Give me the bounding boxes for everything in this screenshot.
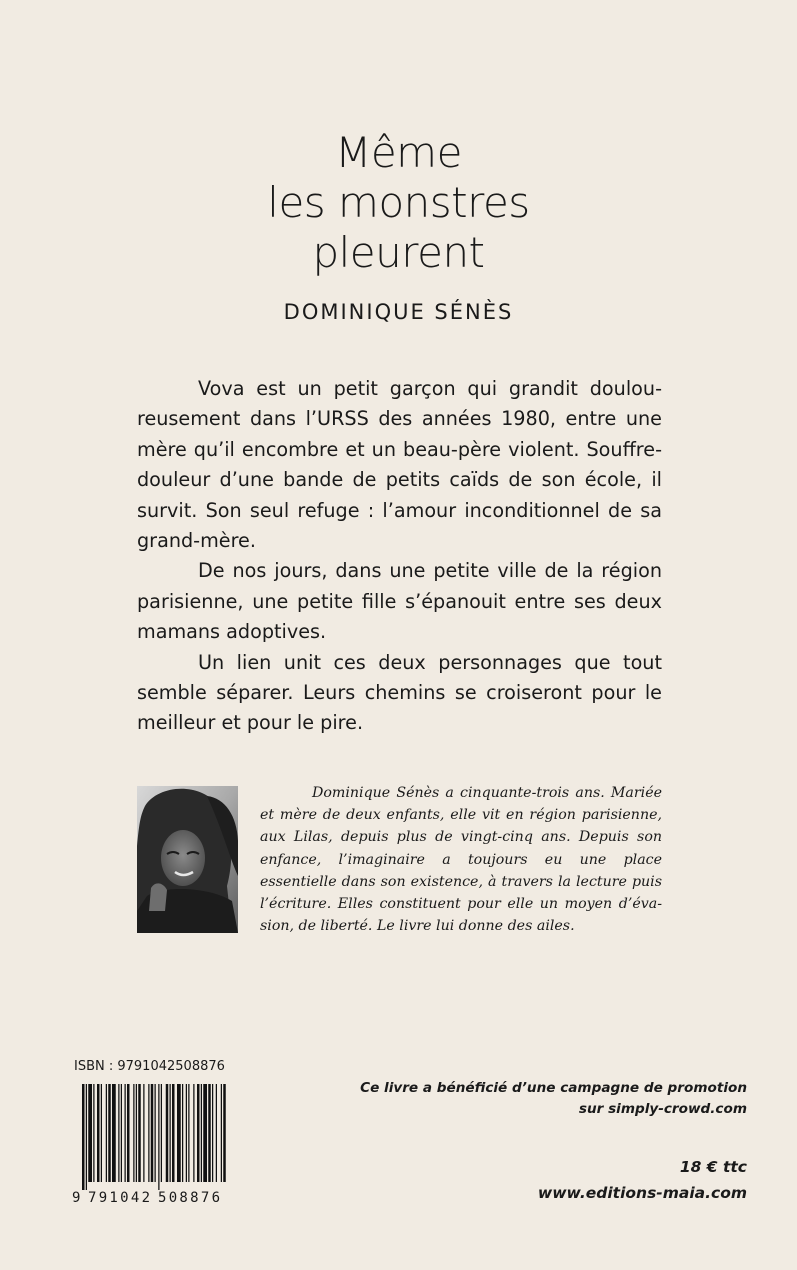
barcode-bar — [151, 1084, 154, 1182]
barcode-bar — [158, 1084, 159, 1190]
barcode-bar — [170, 1084, 171, 1182]
barcode — [70, 1080, 232, 1206]
barcode-bar — [136, 1084, 137, 1182]
synopsis — [137, 374, 662, 739]
barcode-bar — [155, 1084, 156, 1182]
barcode-bar — [201, 1084, 202, 1182]
barcode-bar — [118, 1084, 119, 1182]
synopsis-paragraph-3: Un lien unit ces deux personnages que tout semble séparer. Leurs chemins se croiseront pour le meilleur et pour le pire. — [137, 650, 662, 735]
barcode-bar — [197, 1084, 200, 1182]
synopsis-paragraph-2: De nos jours, dans une petite ville de la région parisienne, une petite fille s’épanouit entre ses deux mamans adoptives. — [137, 559, 662, 644]
barcode-bar — [82, 1084, 85, 1190]
barcode-bar — [86, 1084, 87, 1190]
barcode-bar — [212, 1084, 213, 1182]
barcode-bar — [108, 1084, 111, 1182]
barcode-bar — [148, 1084, 149, 1182]
book-title-line-3: pleurent — [312, 228, 485, 277]
barcode-bar — [143, 1084, 144, 1182]
isbn-label: ISBN : 9791042508876 — [74, 1059, 225, 1074]
promo-line-2: sur simply-crowd.com — [578, 1101, 747, 1117]
barcode-bar — [93, 1084, 94, 1182]
barcode-bars — [82, 1084, 226, 1190]
barcode-bar — [186, 1084, 187, 1182]
promo-text — [327, 1078, 747, 1120]
barcode-bar — [101, 1084, 102, 1182]
barcode-bar — [223, 1084, 226, 1182]
book-title — [0, 128, 797, 278]
barcode-bar — [193, 1084, 194, 1182]
barcode-bar — [161, 1084, 162, 1182]
author-name: DOMINIQUE SÉNÈS — [283, 300, 514, 324]
barcode-bar — [188, 1084, 189, 1182]
barcode-digits-group-1: 791042 — [88, 1190, 150, 1206]
publisher-website: www.editions-maia.com — [537, 1184, 747, 1202]
barcode-bar — [88, 1084, 92, 1182]
barcode-bar — [166, 1084, 169, 1182]
synopsis-paragraph-1: Vova est un petit garçon qui grandit douloureusement dans l’URSS des années 1980, entre une mère qu’il encombre et un beau-père violent. Souffre-douleur d’une bande de petits caïds de son école, il survit. Son seul refuge : l’amour inconditionnel de sa grand-mère. — [137, 377, 662, 553]
barcode-bar — [182, 1084, 183, 1182]
barcode-bar — [208, 1084, 211, 1182]
barcode-bar — [177, 1084, 181, 1182]
barcode-bar — [221, 1084, 222, 1182]
barcode-bar — [112, 1084, 116, 1182]
barcode-bar — [216, 1084, 217, 1182]
barcode-bar — [133, 1084, 134, 1182]
author-bio — [260, 782, 662, 937]
barcode-bar — [138, 1084, 141, 1182]
book-title-line-2: les monstres — [267, 178, 530, 227]
price: 18 € ttc — [679, 1158, 747, 1176]
barcode-bar — [97, 1084, 100, 1182]
book-title-line-1: Même — [335, 128, 462, 177]
barcode-bar — [127, 1084, 130, 1182]
barcode-bar — [125, 1084, 126, 1182]
barcode-digits-group-2: 508876 — [158, 1190, 220, 1206]
promo-line-1: Ce livre a bénéficié d’une campagne de promotion — [360, 1080, 747, 1096]
barcode-digit-first: 9 — [72, 1190, 81, 1206]
barcode-bar — [106, 1084, 107, 1182]
barcode-bar — [121, 1084, 122, 1182]
barcode-bar — [203, 1084, 207, 1182]
author-photo — [137, 786, 238, 933]
author-bio-text: Dominique Sénès a cinquante-trois ans. Mariée et mère de deux enfants, elle vit en région parisienne, aux Lilas, depuis plus de vingt-cinq ans. Depuis son enfance, l’imaginaire a toujours eu une place essentielle dans son existence, à travers la lecture puis l’écriture. Elles constituent pour elle un moyen d’évasion, de liberté. Le livre lui donne des ailes. — [260, 785, 662, 935]
barcode-bar — [172, 1084, 175, 1182]
